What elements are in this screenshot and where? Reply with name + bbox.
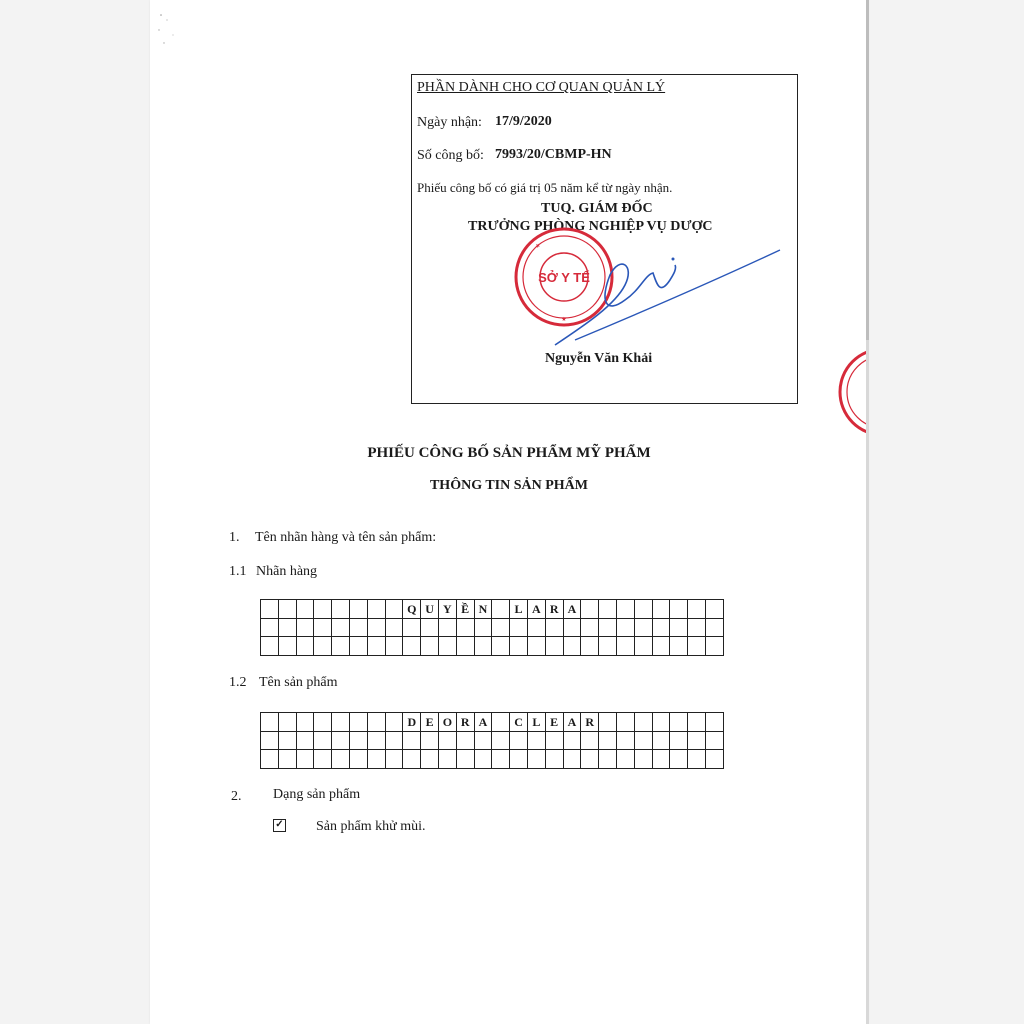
product-empty-cell [706,750,724,769]
section-1-1-label: Nhãn hàng [256,564,318,579]
brand-empty-cell [653,637,671,656]
product-empty-cell [617,732,635,751]
svg-text:★: ★ [534,242,543,251]
product-char-cell [617,713,635,732]
product-empty-cell [279,732,297,751]
checkbox-label: Sản phẩm khử mùi. [316,819,426,834]
product-empty-cell [457,750,475,769]
brand-empty-cell [599,637,617,656]
product-empty-cell [564,750,582,769]
product-char-cell: L [528,713,546,732]
scan-specks [155,10,185,50]
signer-name: Nguyễn Văn Khải [545,351,653,366]
product-empty-cell [546,732,564,751]
section-2-number: 2. [231,789,242,804]
brand-empty-cell [475,637,493,656]
product-char-cell [297,713,315,732]
product-empty-cell [635,732,653,751]
product-char-cell [279,713,297,732]
product-char-cell: E [546,713,564,732]
product-empty-cell [403,750,421,769]
brand-empty-cell [564,619,582,638]
product-empty-cell [350,732,368,751]
product-empty-cell [564,732,582,751]
brand-empty-cell [439,637,457,656]
product-empty-cell [314,732,332,751]
product-empty-cell [528,750,546,769]
brand-empty-cell [670,637,688,656]
product-empty-cell [350,750,368,769]
brand-empty-cell [688,619,706,638]
product-empty-cell [653,732,671,751]
brand-empty-cell [350,619,368,638]
brand-empty-cell [350,637,368,656]
product-empty-cell [314,750,332,769]
brand-char-cell: R [546,600,564,619]
partial-stamp [836,345,931,440]
product-empty-cell [261,750,279,769]
product-empty-cell [546,750,564,769]
product-empty-cell [510,750,528,769]
product-empty-cell [297,750,315,769]
brand-empty-cell [528,619,546,638]
product-empty-cell [492,750,510,769]
product-empty-cell [617,750,635,769]
brand-empty-cell [403,619,421,638]
product-char-cell [706,713,724,732]
product-empty-cell [510,732,528,751]
brand-char-cell [368,600,386,619]
brand-empty-cell [386,637,404,656]
brand-empty-cell [261,637,279,656]
brand-empty-cell [368,619,386,638]
brand-char-cell: Ề [457,600,475,619]
brand-empty-cell [635,619,653,638]
product-grid [260,712,724,769]
brand-empty-cell [421,619,439,638]
product-char-cell: A [475,713,493,732]
product-empty-cell [599,750,617,769]
product-char-cell: A [564,713,582,732]
brand-empty-cell [403,637,421,656]
product-char-cell: C [510,713,528,732]
brand-char-cell [297,600,315,619]
brand-empty-cell [492,619,510,638]
product-char-cell: O [439,713,457,732]
brand-empty-cell [688,637,706,656]
product-empty-cell [688,750,706,769]
brand-empty-cell [386,619,404,638]
section-2-label: Dạng sản phẩm [273,787,361,802]
brand-empty-cell [635,637,653,656]
product-empty-cell [457,732,475,751]
brand-empty-cell [581,637,599,656]
brand-char-cell [653,600,671,619]
signer-title-1: TUQ. GIÁM ĐỐC [541,201,653,216]
brand-char-cell [688,600,706,619]
brand-empty-cell [653,619,671,638]
brand-char-cell: U [421,600,439,619]
brand-empty-cell [510,619,528,638]
brand-empty-cell [261,619,279,638]
brand-empty-cell [670,619,688,638]
svg-text:★: ★ [561,317,567,323]
stamp-text: SỞ Y TẾ [538,270,590,285]
brand-empty-cell [297,637,315,656]
brand-char-cell [581,600,599,619]
product-empty-cell [368,732,386,751]
brand-empty-cell [439,619,457,638]
product-empty-cell [581,750,599,769]
brand-empty-cell [492,637,510,656]
product-char-cell [332,713,350,732]
product-char-cell [635,713,653,732]
product-empty-cell [368,750,386,769]
brand-empty-cell [421,637,439,656]
brand-empty-cell [510,637,528,656]
brand-empty-cell [706,637,724,656]
product-empty-cell [421,750,439,769]
brand-char-cell [314,600,332,619]
brand-char-cell: Y [439,600,457,619]
product-char-cell [368,713,386,732]
product-char-cell [314,713,332,732]
brand-empty-cell [368,637,386,656]
brand-char-cell [670,600,688,619]
brand-empty-cell [475,619,493,638]
brand-char-cell: L [510,600,528,619]
section-1-1-number: 1.1 [229,564,247,579]
product-empty-cell [332,732,350,751]
brand-empty-cell [599,619,617,638]
product-empty-cell [635,750,653,769]
brand-empty-cell [581,619,599,638]
product-char-cell [492,713,510,732]
product-char-cell [350,713,368,732]
brand-empty-cell [457,637,475,656]
product-empty-cell [670,732,688,751]
section-1-2-number: 1.2 [229,675,247,690]
product-char-cell [386,713,404,732]
brand-empty-cell [332,619,350,638]
product-empty-cell [528,732,546,751]
brand-char-cell [706,600,724,619]
section-1-number: 1. [229,530,240,545]
brand-grid [260,599,724,656]
brand-empty-cell [332,637,350,656]
brand-empty-cell [617,637,635,656]
product-empty-cell [670,750,688,769]
brand-char-cell [386,600,404,619]
brand-char-cell [635,600,653,619]
brand-empty-cell [546,637,564,656]
signature [545,245,785,355]
brand-empty-cell [706,619,724,638]
product-empty-cell [279,750,297,769]
section-1-label: Tên nhãn hàng và tên sản phẩm: [255,530,437,545]
product-empty-cell [581,732,599,751]
checkbox-checked-icon[interactable]: ✓ [273,819,286,832]
product-empty-cell [421,732,439,751]
product-char-cell [261,713,279,732]
product-empty-cell [653,750,671,769]
brand-empty-cell [297,619,315,638]
product-empty-cell [439,750,457,769]
brand-char-cell [599,600,617,619]
brand-char-cell [350,600,368,619]
brand-empty-cell [617,619,635,638]
product-char-cell [653,713,671,732]
brand-empty-cell [279,619,297,638]
section-1-2-label: Tên sản phẩm [259,675,338,690]
brand-char-cell: A [528,600,546,619]
product-empty-cell [439,732,457,751]
product-empty-cell [688,732,706,751]
product-char-cell: D [403,713,421,732]
product-empty-cell [261,732,279,751]
signer-title-2: TRƯỞNG PHÒNG NGHIỆP VỤ DƯỢC [468,219,713,234]
product-char-cell: E [421,713,439,732]
product-empty-cell [403,732,421,751]
brand-empty-cell [314,619,332,638]
document-title: PHIẾU CÔNG BỐ SẢN PHẨM MỸ PHẨM [367,445,651,461]
number-value: 7993/20/CBMP-HN [495,147,612,162]
product-char-cell: R [581,713,599,732]
product-empty-cell [706,732,724,751]
brand-empty-cell [314,637,332,656]
product-empty-cell [599,732,617,751]
brand-char-cell: A [564,600,582,619]
product-char-cell [670,713,688,732]
date-value: 17/9/2020 [495,114,552,129]
product-char-cell: R [457,713,475,732]
product-empty-cell [332,750,350,769]
product-empty-cell [492,732,510,751]
brand-char-cell [617,600,635,619]
number-label: Số công bố: [417,148,484,163]
validity-text: Phiếu công bố có giá trị 05 năm kể từ ngày nhận. [417,180,673,195]
brand-char-cell [332,600,350,619]
product-empty-cell [475,732,493,751]
admin-header: PHẦN DÀNH CHO CƠ QUAN QUẢN LÝ [417,80,666,95]
brand-empty-cell [546,619,564,638]
brand-empty-cell [564,637,582,656]
document-subtitle: THÔNG TIN SẢN PHẨM [429,478,589,493]
product-empty-cell [297,732,315,751]
product-empty-cell [386,732,404,751]
brand-empty-cell [528,637,546,656]
brand-char-cell [279,600,297,619]
brand-empty-cell [457,619,475,638]
brand-empty-cell [279,637,297,656]
scrollbar-thumb[interactable] [866,0,869,340]
brand-char-cell [492,600,510,619]
date-label: Ngày nhận: [417,115,482,130]
brand-char-cell: Q [403,600,421,619]
product-empty-cell [475,750,493,769]
product-empty-cell [386,750,404,769]
brand-char-cell: N [475,600,493,619]
brand-char-cell [261,600,279,619]
product-char-cell [599,713,617,732]
product-char-cell [688,713,706,732]
